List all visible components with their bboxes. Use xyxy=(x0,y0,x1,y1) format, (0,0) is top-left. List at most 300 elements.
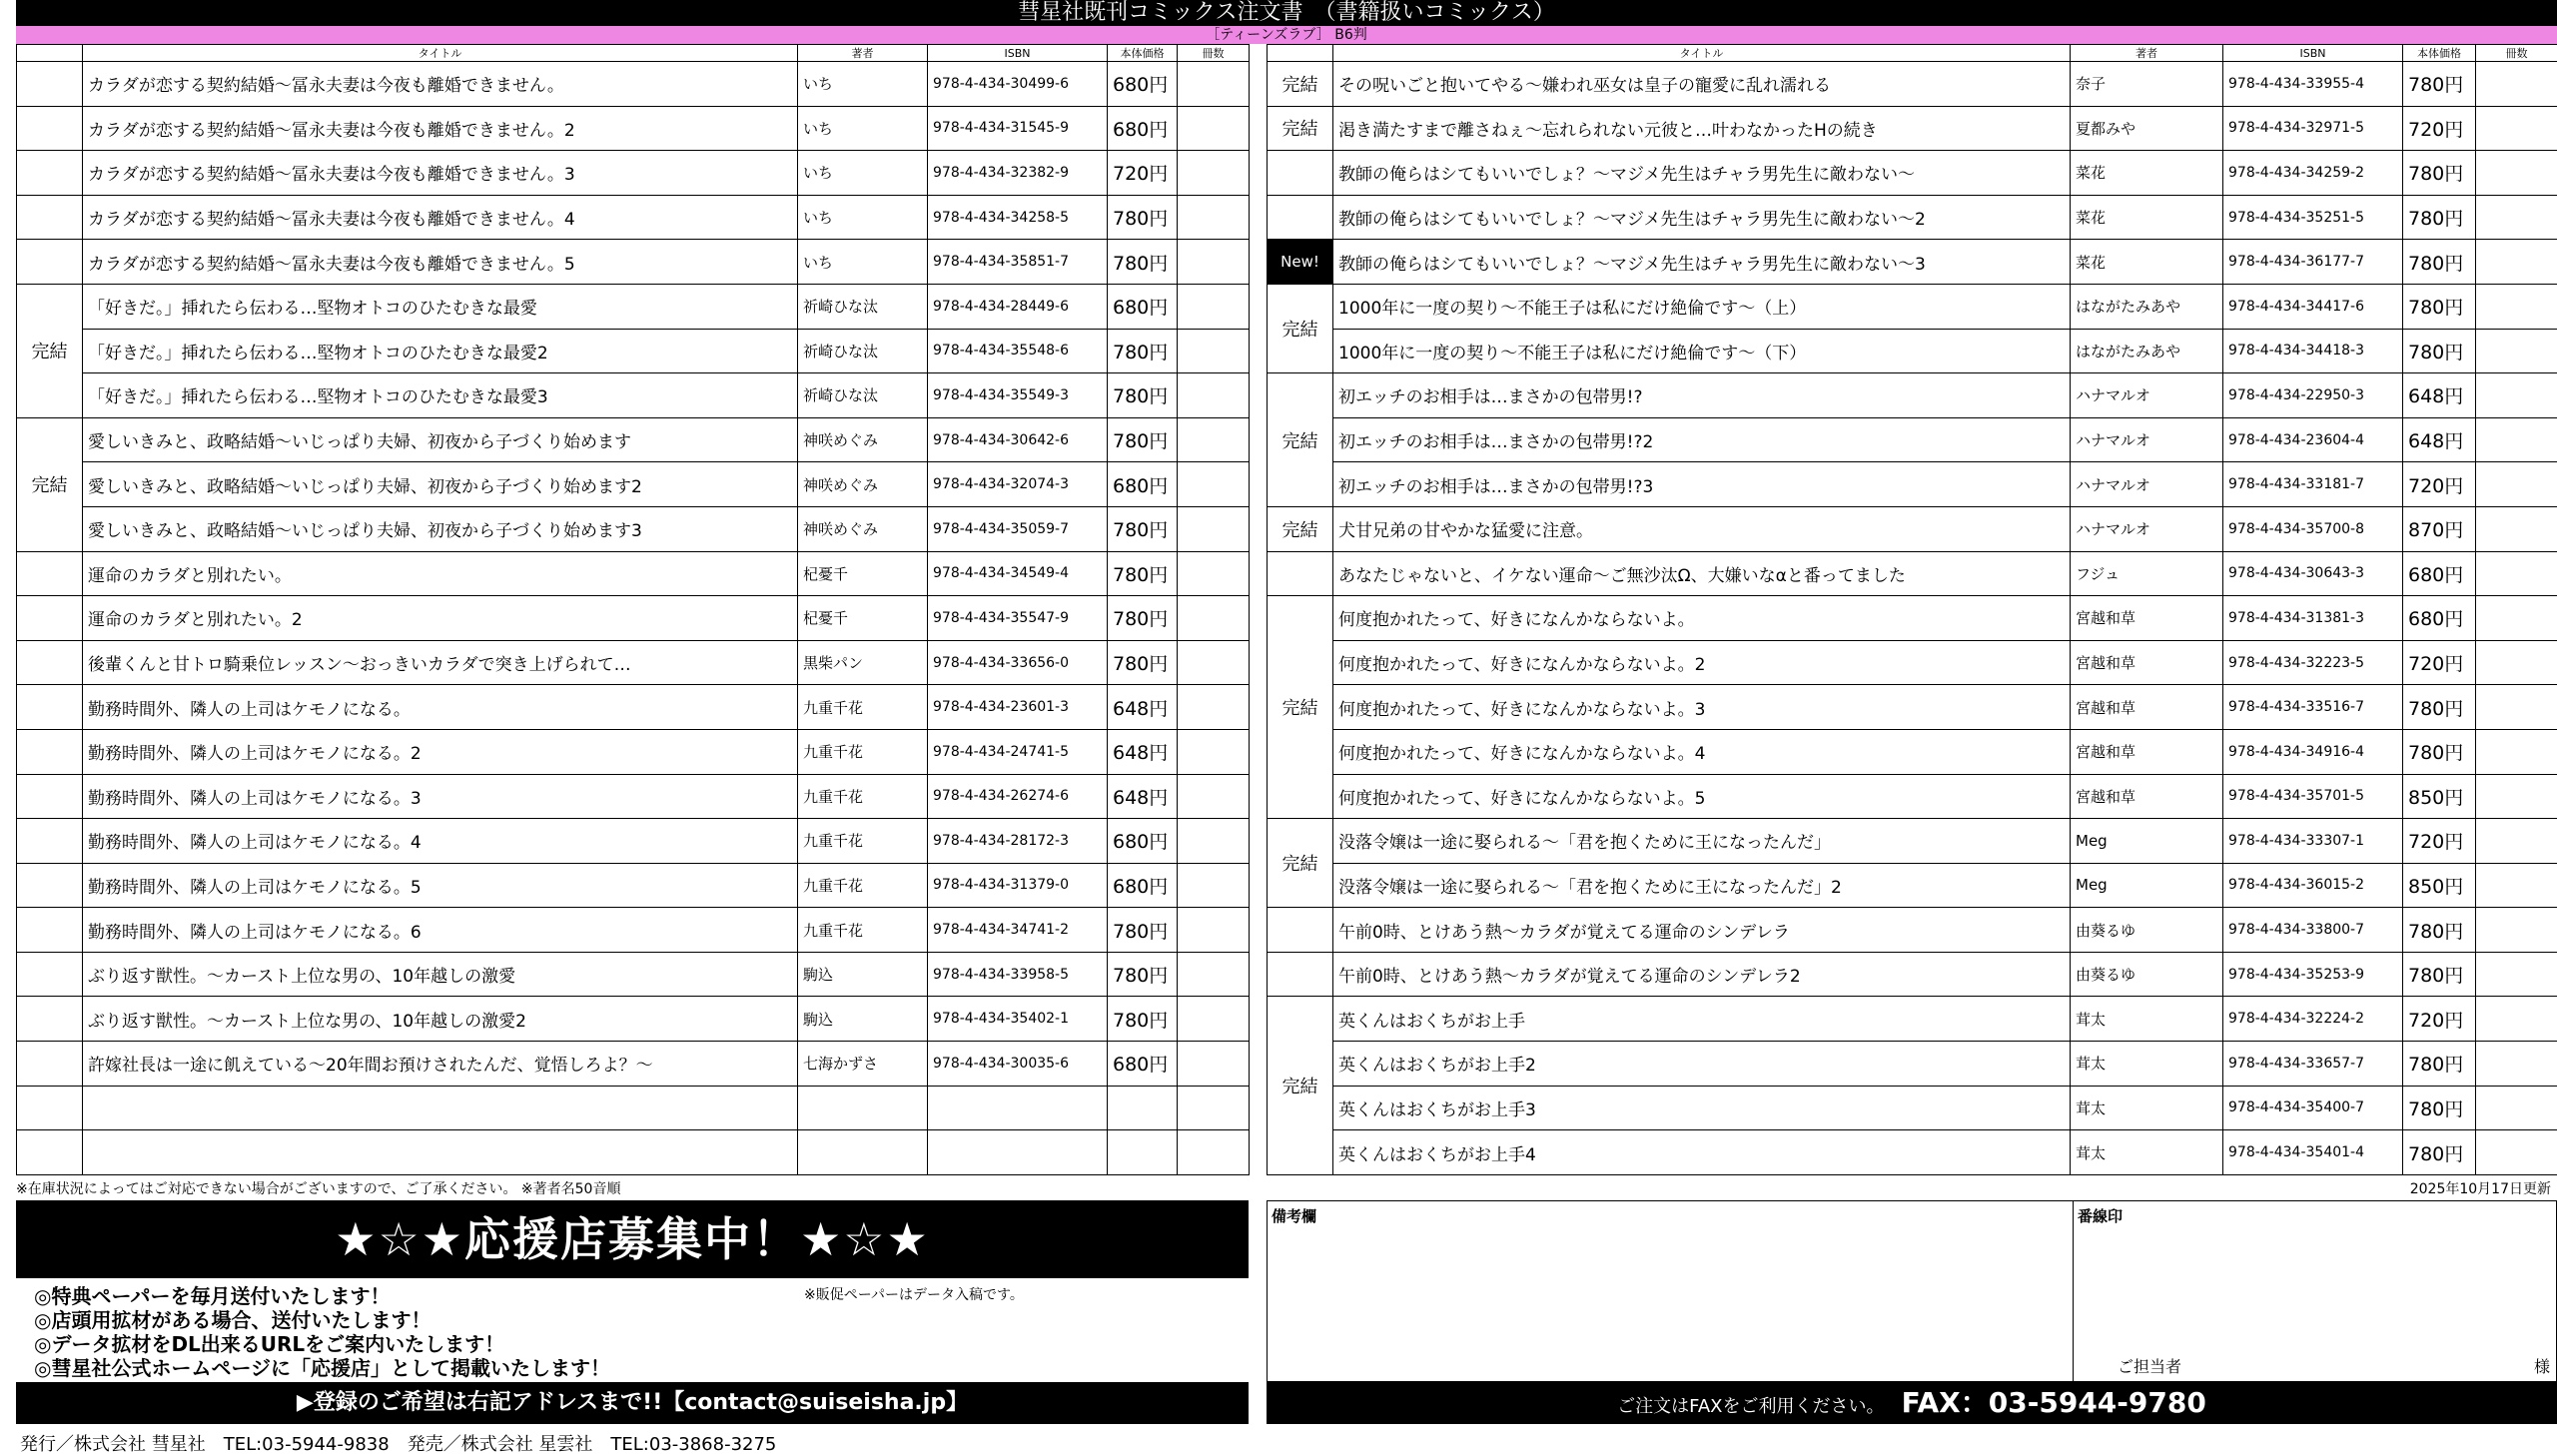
price-cell: 780円 xyxy=(1108,506,1178,551)
promo-side-note: ※販促ペーパーはデータ入稿です。 xyxy=(804,1284,1024,1304)
author-cell: 菜花 xyxy=(2071,151,2223,196)
title-cell: 「好きだ。」挿れたら伝わる…堅物オトコのひたむきな最愛3 xyxy=(83,373,798,418)
quantity-field[interactable] xyxy=(1178,596,1250,641)
quantity-field[interactable] xyxy=(2476,596,2557,641)
author-cell: いち xyxy=(798,240,928,285)
table-row xyxy=(1268,1130,2557,1175)
header-author: 著者 xyxy=(798,45,928,62)
promo-item: ◎特典ペーパーを毎月送付いたします！ xyxy=(34,1280,390,1309)
isbn-cell xyxy=(928,1130,1108,1175)
quantity-field[interactable] xyxy=(1178,417,1250,462)
quantity-field[interactable] xyxy=(1178,506,1250,551)
title-cell: 運命のカラダと別れたい。 xyxy=(83,551,798,596)
isbn-cell: 978-4-434-30035-6 xyxy=(928,1042,1108,1087)
price-cell: 720円 xyxy=(2403,106,2476,151)
author-cell: ハナマルオ xyxy=(2071,417,2223,462)
status-cell xyxy=(1268,952,1333,997)
table-row xyxy=(17,685,1250,730)
quantity-field[interactable] xyxy=(1178,151,1250,196)
table-row xyxy=(17,62,1250,107)
quantity-field[interactable] xyxy=(1178,863,1250,908)
quantity-field[interactable] xyxy=(1178,640,1250,685)
author-cell: 九重千花 xyxy=(798,908,928,953)
title-cell: 「好きだ。」挿れたら伝わる…堅物オトコのひたむきな最愛2 xyxy=(83,329,798,373)
table-row xyxy=(1268,729,2557,774)
quantity-field[interactable] xyxy=(1178,284,1250,329)
author-cell: 菜花 xyxy=(2071,195,2223,240)
table-row xyxy=(17,1086,1250,1130)
isbn-cell: 978-4-434-33656-0 xyxy=(928,640,1108,685)
isbn-cell: 978-4-434-35700-8 xyxy=(2223,506,2403,551)
status-cell xyxy=(17,195,83,240)
author-cell: 杞憂千 xyxy=(798,551,928,596)
quantity-field[interactable] xyxy=(2476,506,2557,551)
author-cell: 宮越和草 xyxy=(2071,729,2223,774)
quantity-field[interactable] xyxy=(2476,908,2557,953)
price-cell: 680円 xyxy=(1108,62,1178,107)
stamp-box[interactable] xyxy=(2074,1200,2557,1382)
title-cell: 勤務時間外、隣人の上司はケモノになる。5 xyxy=(83,863,798,908)
isbn-cell: 978-4-434-34549-4 xyxy=(928,551,1108,596)
author-cell: いち xyxy=(798,195,928,240)
title-cell: 何度抱かれたって、好きになんかならないよ。 xyxy=(1333,596,2071,641)
table-row xyxy=(1268,284,2557,329)
quantity-field[interactable] xyxy=(1178,952,1250,997)
quantity-field[interactable] xyxy=(1178,685,1250,730)
price-cell: 680円 xyxy=(1108,819,1178,864)
isbn-cell: 978-4-434-28172-3 xyxy=(928,819,1108,864)
table-row xyxy=(1268,195,2557,240)
quantity-field[interactable] xyxy=(2476,329,2557,373)
quantity-field[interactable] xyxy=(2476,685,2557,730)
price-cell: 780円 xyxy=(1108,329,1178,373)
table-row xyxy=(17,151,1250,196)
isbn-cell: 978-4-434-30499-6 xyxy=(928,62,1108,107)
isbn-cell: 978-4-434-35059-7 xyxy=(928,506,1108,551)
price-cell: 680円 xyxy=(2403,596,2476,641)
author-cell xyxy=(798,1130,928,1175)
status-cell xyxy=(17,908,83,953)
author-cell: 九重千花 xyxy=(798,685,928,730)
price-cell: 780円 xyxy=(1108,551,1178,596)
author-cell: フジュ xyxy=(2071,551,2223,596)
price-cell: 680円 xyxy=(2403,551,2476,596)
price-cell: 780円 xyxy=(1108,596,1178,641)
table-row xyxy=(1268,908,2557,953)
title-cell: 英くんはおくちがお上手4 xyxy=(1333,1130,2071,1175)
price-cell: 780円 xyxy=(1108,240,1178,285)
author-cell: Meg xyxy=(2071,863,2223,908)
stamp-label: 番線印 xyxy=(2078,1205,2123,1226)
title-cell: 勤務時間外、隣人の上司はケモノになる。 xyxy=(83,685,798,730)
header-title: タイトル xyxy=(83,45,798,62)
table-row xyxy=(17,106,1250,151)
table-row xyxy=(17,195,1250,240)
author-cell: 祈崎ひな汰 xyxy=(798,373,928,418)
title-cell: 英くんはおくちがお上手2 xyxy=(1333,1042,2071,1087)
header-price: 本体価格 xyxy=(2403,45,2476,62)
quantity-field[interactable] xyxy=(2476,195,2557,240)
quantity-field[interactable] xyxy=(2476,997,2557,1042)
quantity-field[interactable] xyxy=(2476,952,2557,997)
title-cell: 英くんはおくちがお上手3 xyxy=(1333,1086,2071,1130)
price-cell: 720円 xyxy=(2403,819,2476,864)
author-cell: 由葵るゆ xyxy=(2071,952,2223,997)
table-row xyxy=(17,596,1250,641)
isbn-cell: 978-4-434-33516-7 xyxy=(2223,685,2403,730)
table-row xyxy=(1268,506,2557,551)
isbn-cell: 978-4-434-23601-3 xyxy=(928,685,1108,730)
table-row xyxy=(17,417,1250,462)
table-row xyxy=(17,240,1250,285)
isbn-cell: 978-4-434-33800-7 xyxy=(2223,908,2403,953)
isbn-cell: 978-4-434-31381-3 xyxy=(2223,596,2403,641)
author-cell: いち xyxy=(798,62,928,107)
title-cell: ぶり返す獣性。～カースト上位な男の、10年越しの激愛 xyxy=(83,952,798,997)
isbn-cell: 978-4-434-35251-5 xyxy=(2223,195,2403,240)
title-cell: 勤務時間外、隣人の上司はケモノになる。3 xyxy=(83,774,798,819)
title-cell: 愛しいきみと、政略結婚～いじっぱり夫婦、初夜から子づくり始めます xyxy=(83,417,798,462)
header-qty: 冊数 xyxy=(1178,45,1250,62)
quantity-field[interactable] xyxy=(1178,997,1250,1042)
quantity-field[interactable] xyxy=(1178,551,1250,596)
quantity-field[interactable] xyxy=(1178,240,1250,285)
title-cell: 初エッチのお相手は…まさかの包帯男!?3 xyxy=(1333,462,2071,507)
table-row xyxy=(17,1042,1250,1087)
promo-headline: ★☆★応援店募集中！★☆★ xyxy=(16,1200,1249,1278)
stock-note: ※在庫状況によってはご対応できない場合がございますので、ご了承ください。 ※著者名50音順 xyxy=(16,1178,620,1198)
author-cell: ハナマルオ xyxy=(2071,373,2223,418)
title-cell: 没落令嬢は一途に娶られる～「君を抱くために王になったんだ」2 xyxy=(1333,863,2071,908)
quantity-field[interactable] xyxy=(1178,1042,1250,1087)
title-cell: カラダが恋する契約結婚～冨永夫妻は今夜も離婚できません。5 xyxy=(83,240,798,285)
price-cell: 648円 xyxy=(1108,774,1178,819)
status-cell: 完結 xyxy=(1268,106,1333,151)
title-cell: 勤務時間外、隣人の上司はケモノになる。4 xyxy=(83,819,798,864)
isbn-cell: 978-4-434-34916-4 xyxy=(2223,729,2403,774)
status-cell xyxy=(17,685,83,730)
status-cell xyxy=(1268,551,1333,596)
title-cell: 何度抱かれたって、好きになんかならないよ。4 xyxy=(1333,729,2071,774)
remarks-label: 備考欄 xyxy=(1272,1205,1316,1226)
quantity-field[interactable] xyxy=(2476,819,2557,864)
price-cell: 680円 xyxy=(1108,1042,1178,1087)
promo-contact[interactable]: ▶登録のご希望は右記アドレスまで!!【contact@suiseisha.jp】 xyxy=(16,1382,1249,1424)
status-cell xyxy=(1268,195,1333,240)
isbn-cell: 978-4-434-33181-7 xyxy=(2223,462,2403,507)
isbn-cell: 978-4-434-23604-4 xyxy=(2223,417,2403,462)
author-cell: いち xyxy=(798,151,928,196)
quantity-field[interactable] xyxy=(1178,729,1250,774)
table-row xyxy=(1268,774,2557,819)
price-cell: 648円 xyxy=(2403,417,2476,462)
status-cell xyxy=(17,729,83,774)
author-cell: 由葵るゆ xyxy=(2071,908,2223,953)
table-row xyxy=(17,774,1250,819)
title-cell: 1000年に一度の契り～不能王子は私にだけ絶倫です～（下） xyxy=(1333,329,2071,373)
title-cell: カラダが恋する契約結婚～冨永夫妻は今夜も離婚できません。3 xyxy=(83,151,798,196)
updated-date: 2025年10月17日更新 xyxy=(2410,1178,2551,1198)
category-label: ［ティーンズラブ］ B6判 xyxy=(16,26,2557,44)
title-cell: 運命のカラダと別れたい。2 xyxy=(83,596,798,641)
quantity-field[interactable] xyxy=(1178,373,1250,418)
status-cell: 完結 xyxy=(1268,62,1333,107)
price-cell: 780円 xyxy=(2403,329,2476,373)
header-qty: 冊数 xyxy=(2476,45,2557,62)
isbn-cell: 978-4-434-24741-5 xyxy=(928,729,1108,774)
author-cell: 神咲めぐみ xyxy=(798,506,928,551)
table-row xyxy=(17,952,1250,997)
quantity-field[interactable] xyxy=(1178,62,1250,107)
title-cell: 勤務時間外、隣人の上司はケモノになる。6 xyxy=(83,908,798,953)
author-cell: 宮越和草 xyxy=(2071,640,2223,685)
price-cell: 720円 xyxy=(1108,151,1178,196)
isbn-cell: 978-4-434-34741-2 xyxy=(928,908,1108,953)
table-row xyxy=(17,640,1250,685)
author-cell: 菜花 xyxy=(2071,240,2223,285)
price-cell: 680円 xyxy=(1108,284,1178,329)
table-row xyxy=(1268,373,2557,418)
author-cell: 神咲めぐみ xyxy=(798,417,928,462)
isbn-cell: 978-4-434-28449-6 xyxy=(928,284,1108,329)
price-cell: 648円 xyxy=(1108,685,1178,730)
table-row xyxy=(17,284,1250,329)
author-cell: 九重千花 xyxy=(798,729,928,774)
quantity-field[interactable] xyxy=(2476,284,2557,329)
table-row xyxy=(17,506,1250,551)
price-cell xyxy=(1108,1086,1178,1130)
price-cell: 780円 xyxy=(2403,729,2476,774)
author-cell: 駒込 xyxy=(798,997,928,1042)
quantity-field[interactable] xyxy=(1178,774,1250,819)
isbn-cell: 978-4-434-31379-0 xyxy=(928,863,1108,908)
table-row xyxy=(17,863,1250,908)
isbn-cell: 978-4-434-35253-9 xyxy=(2223,952,2403,997)
header-price: 本体価格 xyxy=(1108,45,1178,62)
status-cell xyxy=(17,1086,83,1130)
isbn-cell: 978-4-434-33958-5 xyxy=(928,952,1108,997)
author-cell: ハナマルオ xyxy=(2071,506,2223,551)
table-row xyxy=(1268,596,2557,641)
isbn-cell: 978-4-434-31545-9 xyxy=(928,106,1108,151)
remarks-box[interactable] xyxy=(1267,1200,2074,1382)
price-cell: 780円 xyxy=(1108,195,1178,240)
status-cell xyxy=(17,596,83,641)
quantity-field[interactable] xyxy=(2476,151,2557,196)
author-cell: 神咲めぐみ xyxy=(798,462,928,507)
quantity-field[interactable] xyxy=(2476,1042,2557,1087)
quantity-field[interactable] xyxy=(2476,863,2557,908)
title-cell: 犬甘兄弟の甘やかな猛愛に注意。 xyxy=(1333,506,2071,551)
honorific-label: 様 xyxy=(2534,1354,2550,1377)
isbn-cell: 978-4-434-35548-6 xyxy=(928,329,1108,373)
isbn-cell: 978-4-434-34259-2 xyxy=(2223,151,2403,196)
table-row xyxy=(1268,1042,2557,1087)
quantity-field[interactable] xyxy=(1178,195,1250,240)
table-row xyxy=(17,373,1250,418)
author-cell: 黒柴パン xyxy=(798,640,928,685)
isbn-cell: 978-4-434-35402-1 xyxy=(928,997,1108,1042)
price-cell: 780円 xyxy=(1108,908,1178,953)
author-cell: 茸太 xyxy=(2071,1130,2223,1175)
promo-item: ◎店頭用拡材がある場合、送付いたします！ xyxy=(34,1304,430,1333)
author-cell: Meg xyxy=(2071,819,2223,864)
price-cell: 870円 xyxy=(2403,506,2476,551)
status-cell xyxy=(1268,908,1333,953)
price-cell: 850円 xyxy=(2403,774,2476,819)
publisher-info: 発行／株式会社 彗星社 TEL:03-5944-9838 発売／株式会社 星雲社 TEL:03-3868-3275 xyxy=(20,1430,776,1456)
status-cell xyxy=(17,997,83,1042)
title-cell: 初エッチのお相手は…まさかの包帯男!?2 xyxy=(1333,417,2071,462)
price-cell: 780円 xyxy=(2403,1130,2476,1175)
isbn-cell: 978-4-434-33657-7 xyxy=(2223,1042,2403,1087)
table-row xyxy=(17,997,1250,1042)
isbn-cell: 978-4-434-32223-5 xyxy=(2223,640,2403,685)
title-cell: 何度抱かれたって、好きになんかならないよ。2 xyxy=(1333,640,2071,685)
price-cell: 780円 xyxy=(2403,1042,2476,1087)
author-cell: 宮越和草 xyxy=(2071,596,2223,641)
price-cell: 780円 xyxy=(2403,195,2476,240)
status-cell xyxy=(17,240,83,285)
table-row xyxy=(17,908,1250,953)
title-cell: 愛しいきみと、政略結婚～いじっぱり夫婦、初夜から子づくり始めます3 xyxy=(83,506,798,551)
promo-item: ◎彗星社公式ホームページに「応援店」として掲載いたします！ xyxy=(34,1352,610,1381)
isbn-cell: 978-4-434-30642-6 xyxy=(928,417,1108,462)
price-cell: 780円 xyxy=(2403,952,2476,997)
title-cell: 英くんはおくちがお上手 xyxy=(1333,997,2071,1042)
quantity-field[interactable] xyxy=(2476,106,2557,151)
table-row xyxy=(1268,106,2557,151)
title-cell xyxy=(83,1086,798,1130)
price-cell: 680円 xyxy=(1108,863,1178,908)
title-cell: その呪いごと抱いてやる～嫌われ巫女は皇子の寵愛に乱れ濡れる xyxy=(1333,62,2071,107)
status-cell xyxy=(17,62,83,107)
fax-bar xyxy=(1267,1382,2557,1424)
quantity-field[interactable] xyxy=(2476,373,2557,418)
quantity-field[interactable] xyxy=(2476,640,2557,685)
status-cell xyxy=(17,774,83,819)
table-row xyxy=(17,329,1250,373)
fax-note: ご注文はFAXをご利用ください。 xyxy=(1617,1396,1884,1417)
table-row xyxy=(1268,240,2557,285)
quantity-field[interactable] xyxy=(2476,62,2557,107)
quantity-field[interactable] xyxy=(1178,908,1250,953)
table-row xyxy=(1268,551,2557,596)
quantity-field[interactable] xyxy=(2476,1086,2557,1130)
price-cell: 680円 xyxy=(1108,462,1178,507)
title-cell: 愛しいきみと、政略結婚～いじっぱり夫婦、初夜から子づくり始めます2 xyxy=(83,462,798,507)
quantity-field[interactable] xyxy=(2476,462,2557,507)
status-cell xyxy=(17,1042,83,1087)
isbn-cell: 978-4-434-35701-5 xyxy=(2223,774,2403,819)
author-cell: 茸太 xyxy=(2071,1086,2223,1130)
isbn-cell: 978-4-434-34418-3 xyxy=(2223,329,2403,373)
quantity-field[interactable] xyxy=(2476,417,2557,462)
title-cell: 教師の俺らはシてもいいでしょ？～マジメ先生はチャラ男先生に敵わない～ xyxy=(1333,151,2071,196)
price-cell: 648円 xyxy=(1108,729,1178,774)
quantity-field[interactable] xyxy=(1178,329,1250,373)
promo-benefits xyxy=(16,1278,1249,1382)
status-cell xyxy=(17,551,83,596)
isbn-cell xyxy=(928,1086,1108,1130)
status-cell: 完結 xyxy=(1268,819,1333,908)
author-cell: 茸太 xyxy=(2071,997,2223,1042)
status-cell: 完結 xyxy=(1268,284,1333,372)
price-cell: 780円 xyxy=(2403,151,2476,196)
status-cell xyxy=(17,106,83,151)
quantity-field[interactable] xyxy=(2476,729,2557,774)
quantity-field[interactable] xyxy=(1178,462,1250,507)
isbn-cell: 978-4-434-35401-4 xyxy=(2223,1130,2403,1175)
isbn-cell: 978-4-434-34417-6 xyxy=(2223,284,2403,329)
isbn-cell: 978-4-434-30643-3 xyxy=(2223,551,2403,596)
author-cell: 杞憂千 xyxy=(798,596,928,641)
quantity-field[interactable] xyxy=(1178,819,1250,864)
order-table-left xyxy=(16,44,1250,1175)
isbn-cell: 978-4-434-32224-2 xyxy=(2223,997,2403,1042)
table-row xyxy=(1268,151,2557,196)
price-cell: 780円 xyxy=(1108,417,1178,462)
table-row xyxy=(1268,329,2557,373)
status-cell xyxy=(17,1130,83,1175)
title-cell: 何度抱かれたって、好きになんかならないよ。3 xyxy=(1333,685,2071,730)
promo-item: ◎データ拡材をDL出来るURLをご案内いたします！ xyxy=(34,1328,504,1357)
status-cell: 完結 xyxy=(1268,506,1333,551)
author-cell: 九重千花 xyxy=(798,863,928,908)
title-cell: 初エッチのお相手は…まさかの包帯男!? xyxy=(1333,373,2071,418)
isbn-cell: 978-4-434-26274-6 xyxy=(928,774,1108,819)
quantity-field[interactable] xyxy=(1178,106,1250,151)
price-cell: 648円 xyxy=(2403,373,2476,418)
quantity-field[interactable] xyxy=(2476,551,2557,596)
isbn-cell: 978-4-434-36177-7 xyxy=(2223,240,2403,285)
title-cell: 許嫁社長は一途に飢えている～20年間お預けされたんだ、覚悟しろよ？～ xyxy=(83,1042,798,1087)
author-cell: 駒込 xyxy=(798,952,928,997)
table-row xyxy=(17,551,1250,596)
status-cell: 完結 xyxy=(1268,596,1333,819)
author-cell: 七海かずさ xyxy=(798,1042,928,1087)
status-cell: 完結 xyxy=(1268,373,1333,507)
title-cell xyxy=(83,1130,798,1175)
title-cell: カラダが恋する契約結婚～冨永夫妻は今夜も離婚できません。4 xyxy=(83,195,798,240)
title-cell: カラダが恋する契約結婚～冨永夫妻は今夜も離婚できません。2 xyxy=(83,106,798,151)
status-cell: New! xyxy=(1268,240,1333,285)
quantity-field[interactable] xyxy=(1178,1086,1250,1130)
isbn-cell: 978-4-434-34258-5 xyxy=(928,195,1108,240)
table-row xyxy=(17,819,1250,864)
quantity-field[interactable] xyxy=(2476,774,2557,819)
author-cell: 九重千花 xyxy=(798,819,928,864)
quantity-field[interactable] xyxy=(2476,1130,2557,1175)
author-cell: 祈崎ひな汰 xyxy=(798,329,928,373)
table-row xyxy=(1268,417,2557,462)
title-cell: 後輩くんと甘トロ騎乗位レッスン～おっきいカラダで突き上げられて… xyxy=(83,640,798,685)
header-status xyxy=(17,45,83,62)
status-cell: 完結 xyxy=(17,284,83,417)
author-cell: いち xyxy=(798,106,928,151)
author-cell: ハナマルオ xyxy=(2071,462,2223,507)
table-row xyxy=(1268,863,2557,908)
author-cell: 茸太 xyxy=(2071,1042,2223,1087)
quantity-field[interactable] xyxy=(2476,240,2557,285)
form-title: 彗星社既刊コミックス注文書 （書籍扱いコミックス） xyxy=(16,0,2557,26)
isbn-cell: 978-4-434-36015-2 xyxy=(2223,863,2403,908)
price-cell: 720円 xyxy=(2403,997,2476,1042)
price-cell: 780円 xyxy=(2403,62,2476,107)
header-isbn: ISBN xyxy=(928,45,1108,62)
quantity-field[interactable] xyxy=(1178,1130,1250,1175)
price-cell: 850円 xyxy=(2403,863,2476,908)
